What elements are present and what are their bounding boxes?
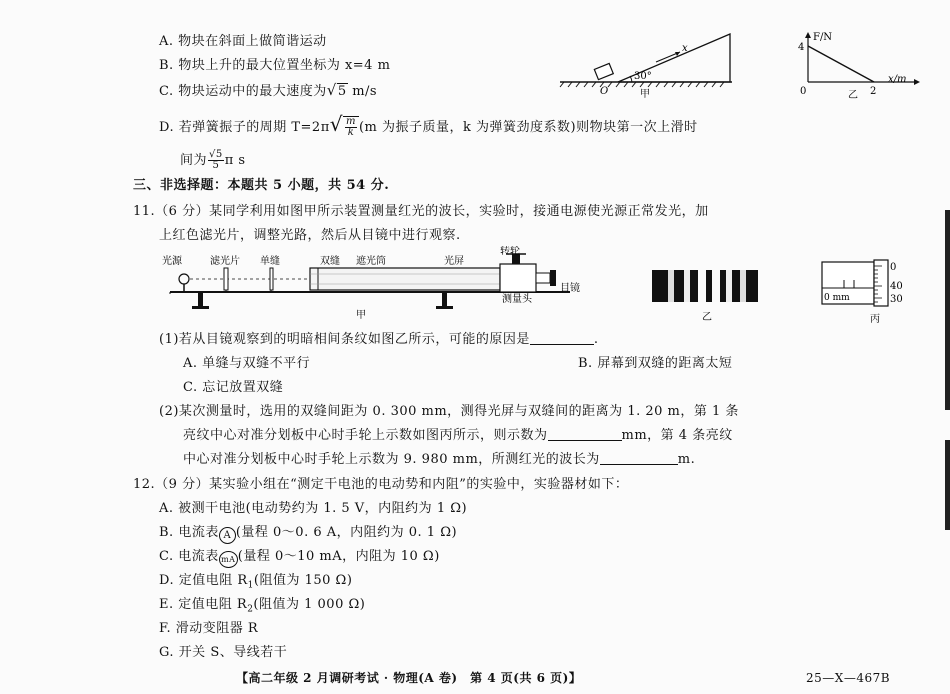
label-measuring-head: 测量头 <box>502 294 532 305</box>
figure-label: 丙 <box>870 314 880 325</box>
double-slit-apparatus <box>160 246 600 320</box>
answer-blank[interactable] <box>600 452 678 465</box>
option-c-root: 5 <box>337 84 347 99</box>
y-tick-label: 4 <box>798 42 805 53</box>
sqrt-sign: √ <box>326 81 337 99</box>
label-screen: 光屏 <box>444 256 464 267</box>
sqrt-sign: √ <box>329 112 343 136</box>
x-axis-label: x <box>682 43 688 54</box>
q11-part2-line3 <box>183 452 695 468</box>
option-b: B. 物块上升的最大位置坐标为 x=4 m <box>159 58 391 73</box>
section-heading: 三、非选择题：本题共 5 小题，共 54 分. <box>133 178 390 193</box>
answer-blank[interactable] <box>530 332 594 345</box>
option-d-post: (m 为振子质量，k 为弹簧劲度系数)则物块第一次上滑时 <box>358 120 698 135</box>
tick-label-30: 30 <box>890 294 903 305</box>
q11-part1-text: (1)若从目镜观察到的明暗相间条纹如图乙所示，可能的原因是 <box>159 332 530 347</box>
unit-label: 0 mm <box>824 293 850 303</box>
q12-item-e <box>159 597 365 618</box>
option-c <box>159 82 377 100</box>
incline-figure <box>556 30 736 100</box>
q12-item-d <box>159 573 352 594</box>
q11-opt-b: B. 屏幕到双缝的距离太短 <box>578 356 733 371</box>
q11-line2: 上红色滤光片，调整光路，然后从目镜中进行观察. <box>159 228 461 243</box>
subscript-1: 1 <box>247 580 254 591</box>
q12-item-f: F. 滑动变阻器 R <box>159 621 259 636</box>
origin-label: O <box>600 86 609 97</box>
origin-label: 0 <box>800 86 807 97</box>
q11-part1 <box>159 332 599 348</box>
subscript-2: 2 <box>247 604 254 615</box>
ammeter-symbol: A <box>219 527 236 544</box>
y-axis-label: F/N <box>813 32 833 43</box>
option-d-cont <box>180 150 246 171</box>
fraction-root5-over-5: $\frac{√5}{5}$ <box>209 149 223 171</box>
q12-item-d-text: D. 定值电阻 R <box>159 573 248 588</box>
label-single-slit: 单缝 <box>260 256 280 267</box>
q12-item-c <box>159 549 440 568</box>
q12-item-b <box>159 525 457 544</box>
label-filter: 滤光片 <box>210 256 240 267</box>
q12-item-e-text: E. 定值电阻 R <box>159 597 248 612</box>
figure-label: 乙 <box>848 90 858 100</box>
q11-part1-period: . <box>593 332 599 347</box>
q11-part2-line2 <box>183 428 733 444</box>
label-double-slit: 双缝 <box>320 256 340 267</box>
option-d-cont-pre: 间为 <box>180 153 208 168</box>
q12-item-d-post: (阻值为 150 Ω) <box>253 573 353 588</box>
q11-part2-line2-text: 亮纹中心对准分划板中心时手轮上示数如图丙所示，则示数为 <box>183 428 548 443</box>
tick-label-0: 0 <box>890 262 897 273</box>
q12-item-g: G. 开关 S、导线若干 <box>159 645 288 660</box>
scan-edge-mark <box>945 210 950 410</box>
option-d-cont-post: π s <box>224 153 246 168</box>
q12-item-c-text: C. 电流表 <box>159 549 219 564</box>
figure-label: 甲 <box>640 89 650 100</box>
q11-opt-c: C. 忘记放置双缝 <box>183 380 284 395</box>
label-tube: 遮光筒 <box>356 256 386 267</box>
q12-item-b-post: (量程 0～0. 6 A，内阻约为 0. 1 Ω) <box>235 525 458 540</box>
q12-item-b-text: B. 电流表 <box>159 525 219 540</box>
x-axis-label: x/m <box>888 74 907 85</box>
option-d <box>159 112 698 138</box>
angle-label: 30° <box>634 71 652 82</box>
scan-edge-mark <box>945 440 950 530</box>
force-displacement-graph <box>790 28 930 100</box>
milliammeter-symbol: mA <box>219 551 238 568</box>
fringe-pattern <box>650 268 770 324</box>
x-tick-label: 2 <box>870 86 877 97</box>
fraction-m-over-k: $\frac{m}{k}$ <box>346 116 356 138</box>
micrometer-reading <box>818 258 918 328</box>
q11-line1: 11.（6 分）某同学利用如图甲所示装置测量红光的波长，实验时，接通电源使光源正常发光，加 <box>133 204 709 219</box>
q11-part2-line1: (2)某次测量时，选用的双缝间距为 0. 300 mm，测得光屏与双缝间的距离为 1. 20 m，第 1 条 <box>159 404 739 419</box>
q12-line1: 12.（9 分）某实验小组在“测定干电池的电动势和内阻”的实验中，实验器材如下： <box>133 477 629 492</box>
paper-code: 25—X—467B <box>806 671 891 685</box>
label-light-source: 光源 <box>162 256 182 267</box>
figure-label: 乙 <box>702 312 712 323</box>
option-a: A. 物块在斜面上做简谐运动 <box>159 34 327 49</box>
label-eyepiece: 目镜 <box>560 283 580 294</box>
tick-label-40: 40 <box>890 281 903 292</box>
q12-item-e-post: (阻值为 1 000 Ω) <box>253 597 366 612</box>
q12-item-c-post: (量程 0～10 mA，内阻为 10 Ω) <box>237 549 440 564</box>
option-d-pre: D. 若弹簧振子的周期 T=2π <box>159 120 330 135</box>
q11-opt-a: A. 单缝与双缝不平行 <box>183 356 311 371</box>
q11-part2-line2-post: mm，第 4 条亮纹 <box>621 428 733 443</box>
q11-part2-line3-post: m. <box>677 452 696 467</box>
label-wheel: 转轮 <box>500 246 520 257</box>
option-c-unit: m/s <box>347 84 378 99</box>
q11-part2-line3-text: 中心对准分划板中心时手轮上示数为 9. 980 mm，所测红光的波长为 <box>183 452 600 467</box>
page-footer: 【高二年级 2 月调研考试 · 物理(A 卷) 第 4 页(共 6 页)】 <box>236 671 582 685</box>
figure-label: 甲 <box>356 310 366 320</box>
option-c-text: C. 物块运动中的最大速度为 <box>159 84 327 99</box>
answer-blank[interactable] <box>548 428 622 441</box>
q12-item-a: A. 被测干电池(电动势约为 1. 5 V，内阻约为 1 Ω) <box>159 501 468 516</box>
